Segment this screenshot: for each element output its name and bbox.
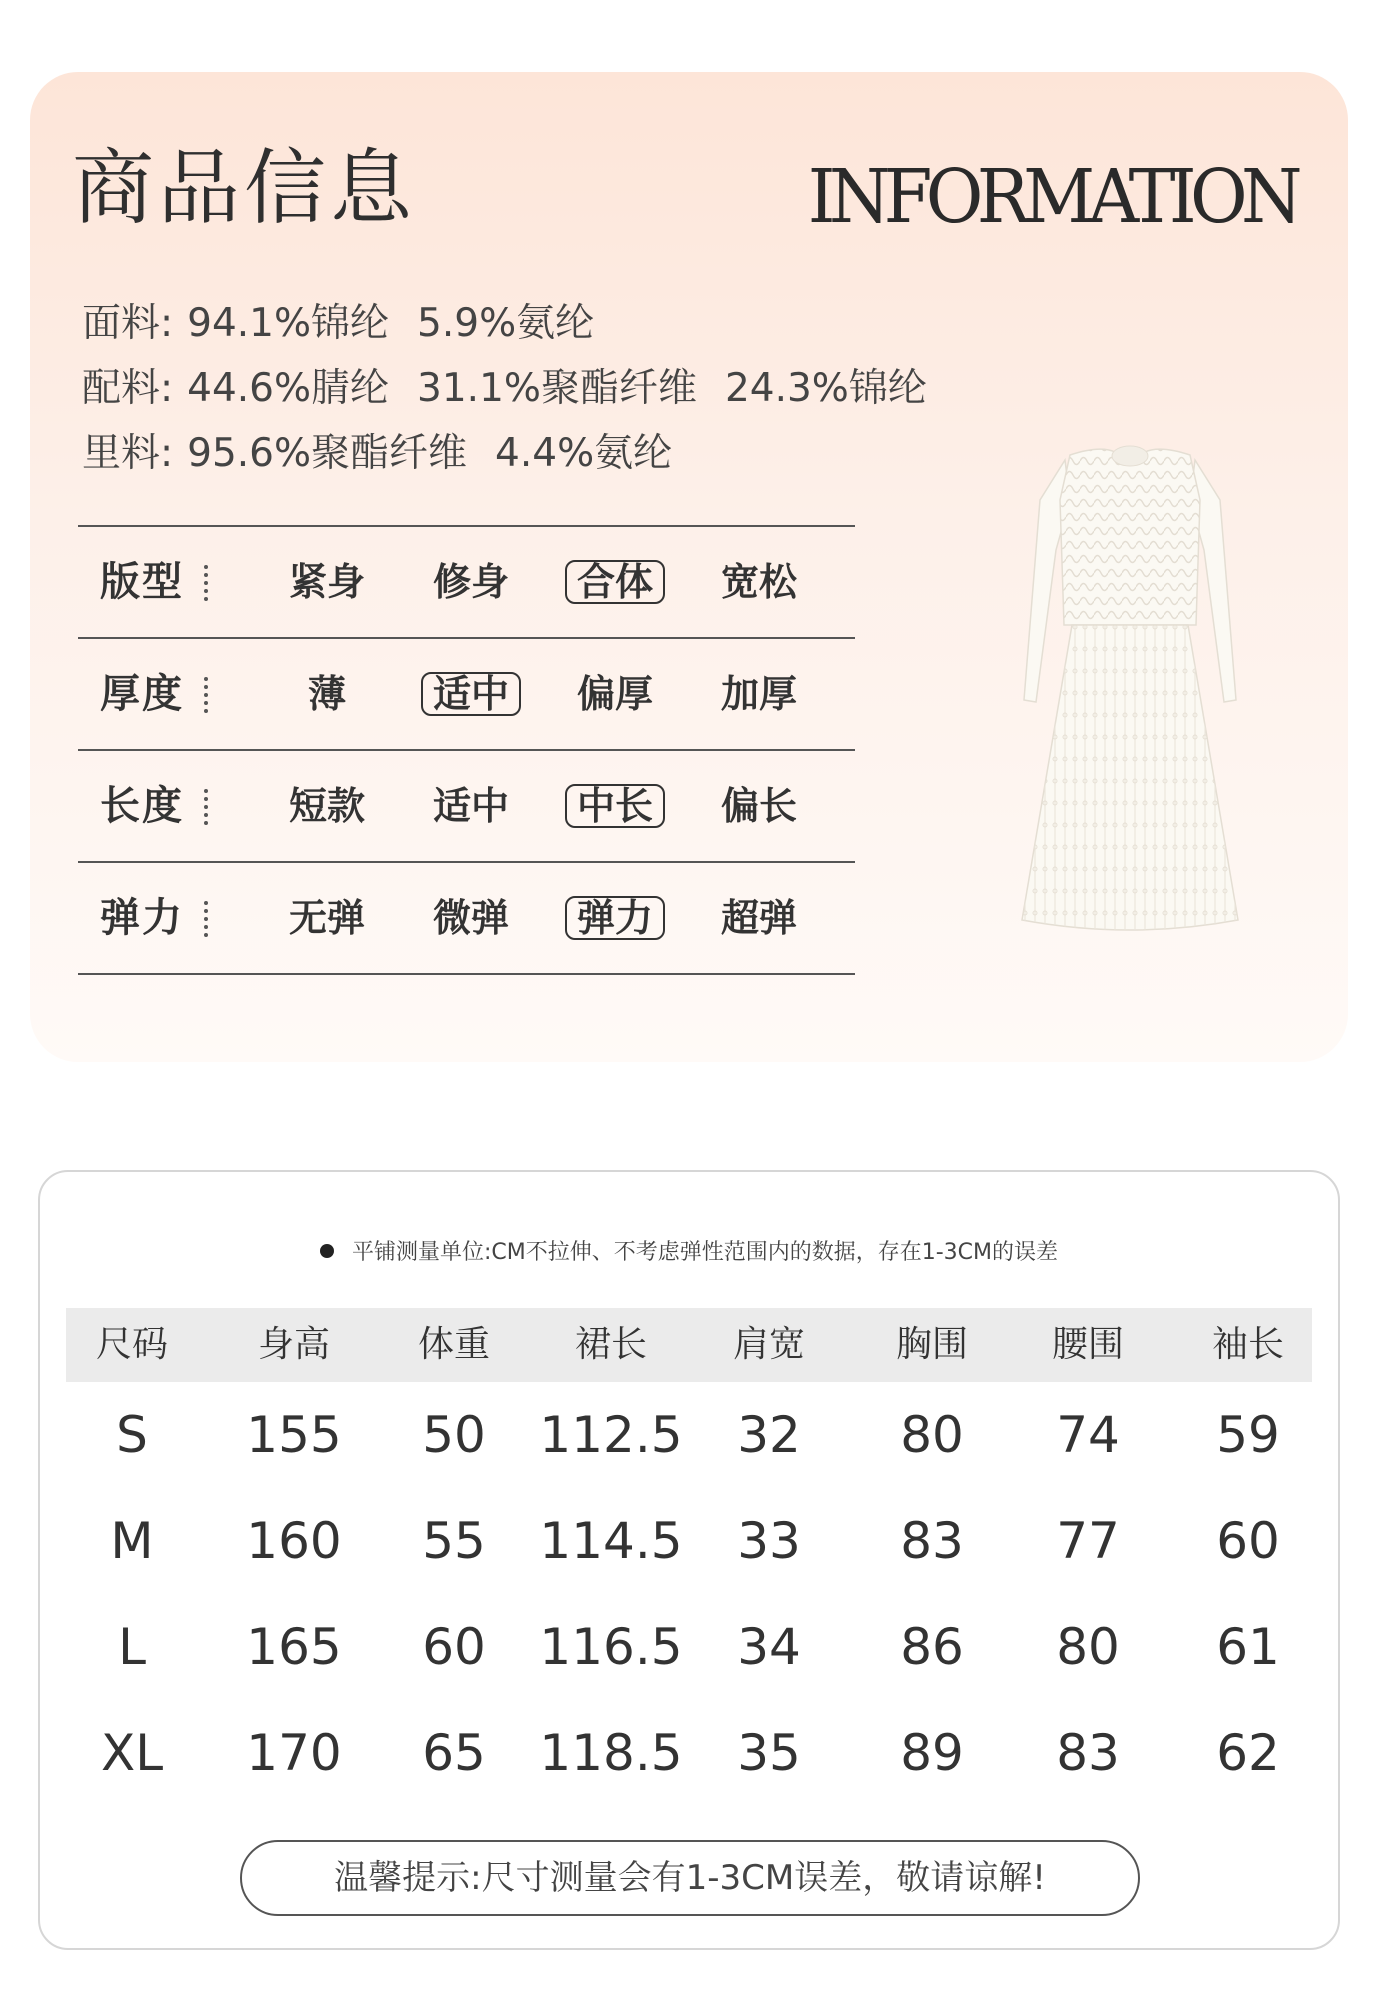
attribute-option-selected: 中长 [565, 784, 665, 828]
table-cell: 60 [422, 1618, 486, 1676]
material-value: 4.4%氨纶 [495, 431, 673, 476]
table-cell: 59 [1216, 1406, 1280, 1464]
material-row [82, 292, 622, 348]
table-cell: 83 [1056, 1724, 1120, 1782]
table-cell: 35 [737, 1724, 801, 1782]
table-cell: 118.5 [539, 1724, 683, 1782]
table-cell: 112.5 [539, 1406, 683, 1464]
table-cell: 65 [422, 1724, 486, 1782]
material-row [82, 357, 955, 413]
bullet-icon [320, 1244, 334, 1258]
attribute-label: 厚度 [100, 671, 184, 717]
attribute-option: 薄 [307, 672, 346, 716]
column-header: 肩宽 [732, 1324, 805, 1365]
attribute-option: 超弹 [720, 896, 797, 940]
measure-note [0, 1235, 1378, 1266]
material-value: 95.6%聚酯纤维 [187, 431, 468, 476]
measure-note-text: 平铺测量单位:CM不拉伸、不考虑弹性范围内的数据，存在1-3CM的误差 [351, 1240, 1059, 1265]
table-row [66, 1594, 1312, 1700]
table-cell: 114.5 [539, 1512, 683, 1570]
table-cell: 83 [900, 1512, 964, 1570]
attribute-row [78, 861, 855, 975]
attribute-option: 无弹 [288, 896, 365, 940]
attribute-option-selected: 弹力 [565, 896, 665, 940]
table-cell: 77 [1056, 1512, 1120, 1570]
attribute-label: 长度 [100, 783, 184, 829]
attribute-option: 紧身 [288, 560, 365, 604]
attribute-option: 适中 [432, 784, 509, 828]
table-cell: 60 [1216, 1512, 1280, 1570]
attribute-option: 短款 [288, 784, 365, 828]
info-title: 商品信息 [72, 141, 417, 236]
attribute-option: 修身 [432, 560, 509, 604]
table-row [66, 1488, 1312, 1594]
table-cell: 80 [900, 1406, 964, 1464]
material-label: 面料: [82, 301, 174, 346]
table-cell: 74 [1056, 1406, 1120, 1464]
attribute-row [78, 637, 855, 749]
table-cell: 80 [1056, 1618, 1120, 1676]
table-cell: M [110, 1512, 154, 1570]
divider-dots [204, 901, 212, 937]
attribute-option: 宽松 [720, 560, 797, 604]
table-cell: 34 [737, 1618, 801, 1676]
attribute-label: 弹力 [100, 895, 184, 941]
material-value: 24.3%锦纶 [724, 366, 927, 411]
attribute-row [78, 749, 855, 861]
table-cell: S [116, 1406, 148, 1464]
tip-banner: 温馨提示:尺寸测量会有1-3CM误差，敬请谅解! [240, 1840, 1140, 1916]
table-cell: 170 [246, 1724, 342, 1782]
material-value: 44.6%腈纶 [187, 366, 390, 411]
column-header: 尺码 [95, 1324, 168, 1365]
attribute-option: 微弹 [432, 896, 509, 940]
material-row [82, 422, 700, 478]
table-cell: 61 [1216, 1618, 1280, 1676]
table-cell: 89 [900, 1724, 964, 1782]
table-cell: 32 [737, 1406, 801, 1464]
table-cell: 160 [246, 1512, 342, 1570]
table-cell: 55 [422, 1512, 486, 1570]
table-cell: 155 [246, 1406, 342, 1464]
table-cell: XL [100, 1724, 164, 1782]
table-cell: 86 [900, 1618, 964, 1676]
attribute-option: 偏长 [720, 784, 797, 828]
material-value: 5.9%氨纶 [417, 301, 595, 346]
column-header: 体重 [417, 1324, 490, 1365]
column-header: 裙长 [574, 1324, 647, 1365]
attribute-option-selected: 合体 [565, 560, 665, 604]
attribute-option: 加厚 [720, 672, 797, 716]
attribute-row [78, 525, 855, 637]
column-header: 腰围 [1051, 1324, 1124, 1365]
info-title-en: INFORMATION [807, 154, 1296, 240]
attribute-option: 偏厚 [576, 672, 653, 716]
column-header: 胸围 [895, 1324, 968, 1365]
table-cell: 116.5 [539, 1618, 683, 1676]
table-cell: 50 [422, 1406, 486, 1464]
divider-dots [204, 677, 212, 713]
divider-dots [204, 565, 212, 601]
table-row [66, 1700, 1312, 1806]
material-label: 里料: [82, 431, 174, 476]
table-cell: L [118, 1618, 146, 1676]
table-cell: 33 [737, 1512, 801, 1570]
material-value: 31.1%聚酯纤维 [417, 366, 697, 411]
column-header: 身高 [257, 1324, 330, 1365]
table-cell: 165 [246, 1618, 342, 1676]
column-header: 袖长 [1211, 1324, 1284, 1365]
size-table-header [66, 1308, 1312, 1382]
attribute-label: 版型 [100, 559, 184, 605]
table-cell: 62 [1216, 1724, 1280, 1782]
divider-dots [204, 789, 212, 825]
material-value: 94.1%锦纶 [187, 301, 390, 346]
dress-illustration [1010, 440, 1250, 940]
attribute-table [78, 525, 855, 975]
material-label: 配料: [82, 366, 174, 411]
table-row [66, 1382, 1312, 1488]
attribute-option-selected: 适中 [421, 672, 521, 716]
